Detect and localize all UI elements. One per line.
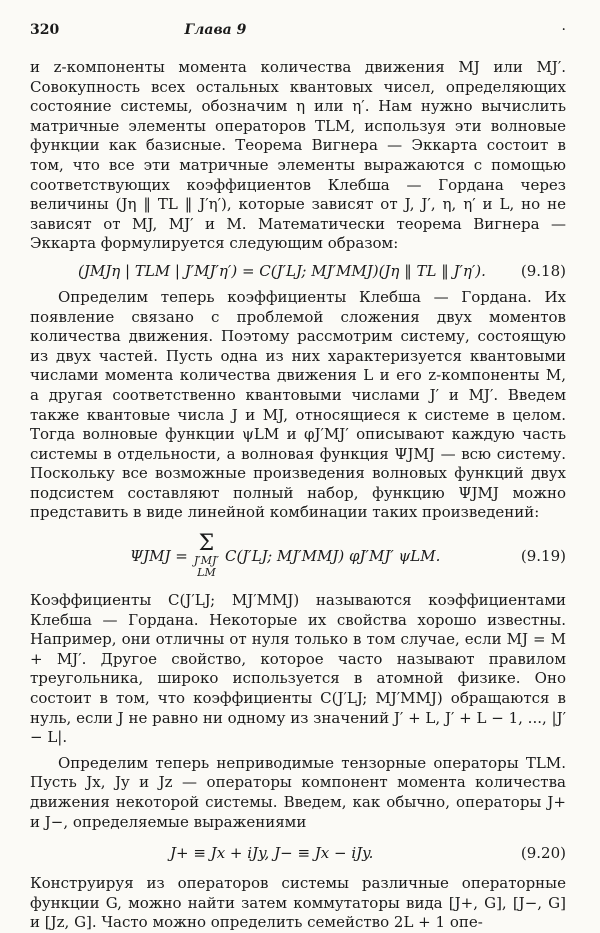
chapter-title: Глава 9 [184, 22, 247, 38]
equation-9-18 [30, 262, 566, 280]
page-header [30, 22, 566, 38]
paragraph-5: Конструируя из операторов системы различные операторные функции G, можно найти затем коммутаторы вида [J+, G], [J−, G] и [Jz, G]. Часто можно определить семейство 2L + 1 опе- [30, 874, 566, 932]
equation-9-20-number: (9.20) [520, 844, 566, 863]
equation-9-19-body [130, 533, 440, 579]
equation-9-20-body: J+ ≡ Jx + iJy, J− ≡ Jx − iJy. [170, 844, 374, 863]
sum-subscript-2: LM [197, 566, 216, 580]
sum-subscript-1: J′MJ′ [193, 554, 219, 568]
equation-9-18-body: (JMJη | TLM | J′MJ′η′) = C(J′LJ; MJ′MMJ)(Jη ‖ TL ‖ J′η′). [78, 261, 486, 280]
paragraph-2: Определим теперь коэффициенты Клебша — Гордана. Их появление связано с проблемой сложения двух моментов количества движения. Поэтому рассмотрим систему, состоящую из двух частей. Пусть одна из них характеризуется квантовыми числами момента количества движения L и его z-компоненты M, а другая соответственно квантовыми числами J′ и MJ′. Введем также квантовые числа J и MJ, относящиеся к системе в целом. Тогда волновые функции ψLM и φJ′MJ′ описывают каждую часть системы в отдельности, а волновая функция ΨJMJ — всю систему. Поскольку все возможные произведения волновых функций двух подсистем составляют полный набор, функцию ΨJMJ можно представить в виде линейной комбинации таких произведений: [30, 287, 566, 522]
equation-9-20 [30, 844, 566, 862]
equation-9-19 [30, 533, 566, 579]
equation-9-19-number: (9.19) [520, 547, 566, 566]
sigma-glyph: Σ [198, 531, 215, 557]
paragraph-1: и z-компоненты момента количества движения MJ или MJ′. Совокупность всех остальных квантовых чисел, определяющих состояние системы, обозначим η или η′. Нам нужно вычислить матричные элементы операторов TLM, используя эти волновые функции как базисные. Теорема Вигнера — Эккарта состоит в том, что все эти матричные элементы выражаются с помощью соответствующих коэффициентов Клебша — Гордана через величины (Jη ‖ TL ‖ J′η′), которые зависят от J, J′, η, η′ и L, но не зависят от MJ, MJ′ и M. Математически теорема Вигнера — Эккарта формулируется следующим образом: [30, 58, 566, 253]
equation-9-19-lhs: ΨJMJ = [130, 547, 188, 566]
paragraph-3: Коэффициенты C(J′LJ; MJ′MMJ) называются коэффициентами Клебша — Гордана. Некоторые их свойства хорошо известны. Например, они отличны от нуля только в том случае, если MJ = M + MJ′. Другое свойство, которое часто называют правилом треугольника, широко используется в атомной физике. Оно состоит в том, что коэффициенты C(J′LJ; MJ′MMJ) обращаются в нуль, если J не равно ни одному из значений J′ + L, J′ + L − 1, ..., |J′ − L|. [30, 591, 566, 747]
summation-symbol [194, 533, 219, 579]
page-number: 320 [30, 22, 60, 38]
paragraph-4: Определим теперь неприводимые тензорные операторы TLM. Пусть Jx, Jy и Jz — операторы компонент момента количества движения некоторой системы. Введем, как обычно, операторы J+ и J−, определяемые выражениями [30, 753, 566, 831]
equation-9-18-number: (9.18) [520, 261, 566, 280]
header-mark: · [561, 22, 566, 38]
equation-9-19-rhs: C(J′LJ; MJ′MMJ) φJ′MJ′ ψLM. [224, 547, 441, 566]
